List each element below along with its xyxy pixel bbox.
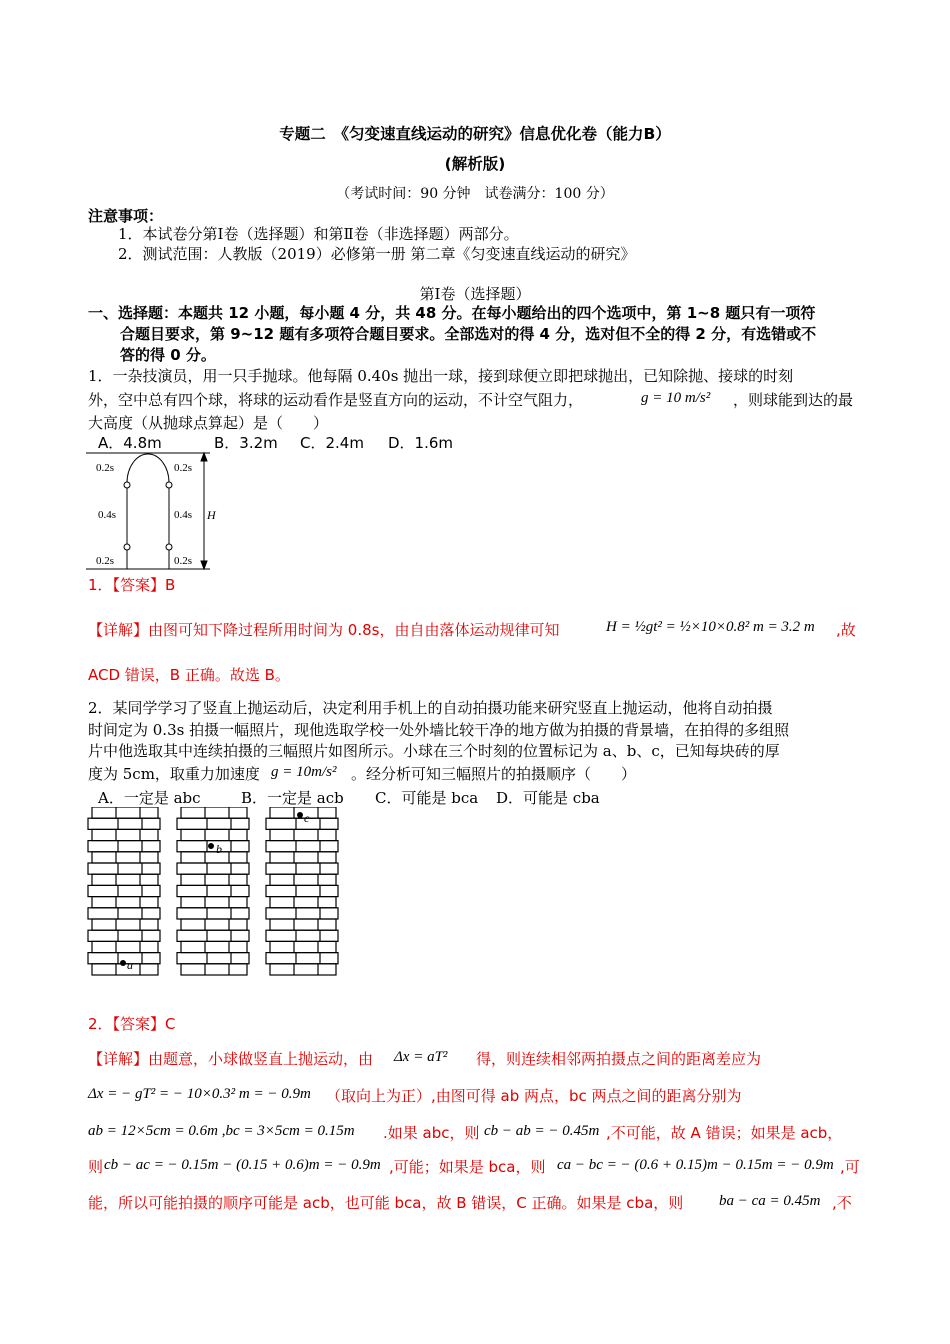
q1-juggling-figure xyxy=(86,449,226,573)
q2-exp-formula-5: cb − ac = − 0.15m − (0.15 + 0.6)m = − 0.9m xyxy=(104,1157,381,1173)
brick-row xyxy=(266,953,338,964)
brick-row xyxy=(181,852,247,863)
q1-answer: 1．【答案】B xyxy=(88,576,176,594)
brick-row xyxy=(270,964,336,975)
q1-explanation-2: ACD 错误，B 正确。故选 B。 xyxy=(88,666,290,684)
q1-g-formula: g = 10 m/s² xyxy=(641,390,711,406)
q2-exp-3a: .如果 abc，则 xyxy=(383,1124,480,1142)
brick-row xyxy=(270,807,336,818)
ball xyxy=(166,482,172,488)
q2-exp-2: （取向上为正）,由图可得 ab 两点，bc 两点之间的距离分别为 xyxy=(326,1087,742,1105)
q2-exp-1b: 得，则连续相邻两拍摄点之间的距离差应为 xyxy=(476,1050,762,1068)
brick-row xyxy=(92,964,158,975)
ball xyxy=(124,544,130,550)
brick-row xyxy=(88,908,160,919)
q2-brick-photos-figure xyxy=(86,807,346,983)
brick-row xyxy=(270,852,336,863)
brick-row xyxy=(92,874,158,885)
q1-formula: H = ½gt² = ½×10×0.8² m = 3.2 m xyxy=(606,619,815,635)
ball-a xyxy=(120,960,126,966)
q1-line-2: 外，空中总有四个球，将球的运动看作是竖直方向的运动，不计空气阻力， xyxy=(88,391,584,409)
q2-exp-formula-2: Δx = − gT² = − 10×0.3² m = − 0.9m xyxy=(88,1086,311,1102)
brick-row xyxy=(266,841,338,852)
brick-row xyxy=(92,897,158,908)
label-height: H xyxy=(207,508,216,522)
brick-row xyxy=(88,841,160,852)
brick-row xyxy=(181,807,247,818)
brick-row xyxy=(177,930,249,941)
brick-row xyxy=(181,897,247,908)
section-heading: 第Ⅰ卷（选择题） xyxy=(419,285,531,303)
label-time-mid-left: 0.4s xyxy=(98,509,117,521)
brick-row xyxy=(266,930,338,941)
q2-exp-3b: ,不可能，故 A 错误；如果是 acb， xyxy=(606,1124,843,1142)
brick-row xyxy=(177,885,249,896)
ball xyxy=(166,544,172,550)
ball xyxy=(124,482,130,488)
brick-row xyxy=(181,919,247,930)
brick-row xyxy=(270,874,336,885)
ball-b xyxy=(208,843,214,849)
q2-exp-formula-7: ba − ca = 0.45m xyxy=(719,1193,821,1209)
instructions-line-3: 答的得 0 分。 xyxy=(120,346,216,364)
document-subtitle: (解析版) xyxy=(444,155,506,173)
q2-line-2: 时间定为 0.3s 拍摄一幅照片，现他选取学校一处外墙比较干净的地方做为拍摄的背景墙，在拍得的多组照 xyxy=(88,721,790,739)
q2-g-formula: g = 10m/s² xyxy=(271,764,337,780)
brick-row xyxy=(181,874,247,885)
label-time-bottom-right: 0.2s xyxy=(174,555,193,567)
q2-option-d: D．可能是 cba xyxy=(496,789,600,807)
q2-option-c: C．可能是 bca xyxy=(375,789,479,807)
q2-exp-4a: 则 xyxy=(88,1158,104,1176)
q2-exp-5a: 能，所以可能拍摄的顺序可能是 acb，也可能 bca，故 B 错误，C 正确。如果是 cba，则 xyxy=(88,1194,684,1212)
q1-option-a: A．4.8m xyxy=(98,434,162,452)
label-c: c xyxy=(304,811,310,825)
brick-row xyxy=(88,818,160,829)
brick-row xyxy=(92,919,158,930)
brick-row xyxy=(92,852,158,863)
q2-exp-formula-4: cb − ab = − 0.45m xyxy=(484,1123,600,1139)
label-b: b xyxy=(216,842,222,856)
q2-option-b: B．一定是 acb xyxy=(241,789,344,807)
brick-row xyxy=(92,941,158,952)
instructions-line-2: 合题目要求，第 9~12 题有多项符合题目要求。全部选对的得 4 分，选对但不全的得 2 分，有选错或不 xyxy=(120,325,817,343)
q1-line-2-end: ，则球能到达的最 xyxy=(733,391,854,409)
label-time-top-left: 0.2s xyxy=(96,462,115,474)
brick-row xyxy=(177,818,249,829)
brick-row xyxy=(92,829,158,840)
q1-option-d: D．1.6m xyxy=(388,434,454,452)
instructions-line-1: 一、选择题：本题共 12 小题，每小题 4 分，共 48 分。在每小题给出的四个选项中，第 1~8 题只有一项符 xyxy=(88,304,816,322)
q2-line-4-end: 。经分析可知三幅照片的拍摄顺序（ ） xyxy=(351,765,637,783)
q2-line-3: 片中他选取其中连续拍摄的三幅照片如图所示。小球在三个时刻的位置标记为 a、b、c，已知每块砖的厚 xyxy=(88,742,780,760)
brick-row xyxy=(270,919,336,930)
q2-exp-4b: ,可能；如果是 bca，则 xyxy=(389,1158,546,1176)
ball-c xyxy=(297,812,303,818)
brick-row xyxy=(270,941,336,952)
q1-explanation: 【详解】由图可知下降过程所用时间为 0.8s，由自由落体运动规律可知 xyxy=(88,621,560,639)
q2-exp-formula-1: Δx = aT² xyxy=(394,1049,448,1065)
brick-row xyxy=(270,897,336,908)
label-time-top-right: 0.2s xyxy=(174,462,193,474)
label-time-mid-right: 0.4s xyxy=(174,509,193,521)
brick-row xyxy=(181,964,247,975)
document-title: 专题二 《匀变速直线运动的研究》信息优化卷（能力B） xyxy=(279,125,671,143)
q2-option-a: A．一定是 abc xyxy=(98,789,201,807)
notes-item-2: 2．测试范围：人教版（2019）必修第一册 第二章《匀变速直线运动的研究》 xyxy=(118,245,636,263)
brick-row xyxy=(266,818,338,829)
q2-exp-5b: ,不 xyxy=(832,1194,852,1212)
brick-row xyxy=(266,863,338,874)
q2-exp-4c: ,可 xyxy=(840,1158,860,1176)
q2-exp-formula-3: ab = 12×5cm = 0.6m ,bc = 3×5cm = 0.15m xyxy=(88,1123,355,1139)
q1-explanation-end: ,故 xyxy=(836,621,856,639)
brick-row xyxy=(266,908,338,919)
q1-option-b: B．3.2m xyxy=(214,434,278,452)
q2-line-4: 度为 5cm，取重力加速度 xyxy=(88,765,260,783)
q1-option-c: C．2.4m xyxy=(300,434,364,452)
q2-exp-formula-6: ca − bc = − (0.6 + 0.15)m − 0.15m = − 0.9m xyxy=(557,1157,834,1173)
q2-line-1: 2．某同学学习了竖直上抛运动后，决定利用手机上的自动拍摄功能来研究竖直上抛运动，他将自动拍摄 xyxy=(88,699,773,717)
q1-line-3: 大高度（从抛球点算起）是（ ） xyxy=(88,414,329,432)
label-time-bottom-left: 0.2s xyxy=(96,555,115,567)
brick-row xyxy=(177,863,249,874)
brick-row xyxy=(88,930,160,941)
brick-row xyxy=(181,941,247,952)
brick-row xyxy=(266,885,338,896)
q1-line-1: 1．一杂技演员，用一只手抛球。他每隔 0.40s 抛出一球，接到球便立即把球抛出，已知除抛、接球的时刻 xyxy=(88,367,794,385)
exam-info: （考试时间：90 分钟 试卷满分：100 分） xyxy=(336,186,614,202)
label-a: a xyxy=(127,958,133,972)
brick-row xyxy=(177,953,249,964)
brick-row xyxy=(92,807,158,818)
brick-row xyxy=(181,829,247,840)
q2-exp-1a: 【详解】由题意，小球做竖直上抛运动，由 xyxy=(88,1050,374,1068)
brick-row xyxy=(88,885,160,896)
q2-answer: 2．【答案】C xyxy=(88,1015,176,1033)
notes-item-1: 1．本试卷分第Ⅰ卷（选择题）和第Ⅱ卷（非选择题）两部分。 xyxy=(118,225,519,243)
brick-row xyxy=(177,908,249,919)
brick-row xyxy=(270,829,336,840)
notes-heading: 注意事项： xyxy=(88,207,164,225)
brick-row xyxy=(88,863,160,874)
